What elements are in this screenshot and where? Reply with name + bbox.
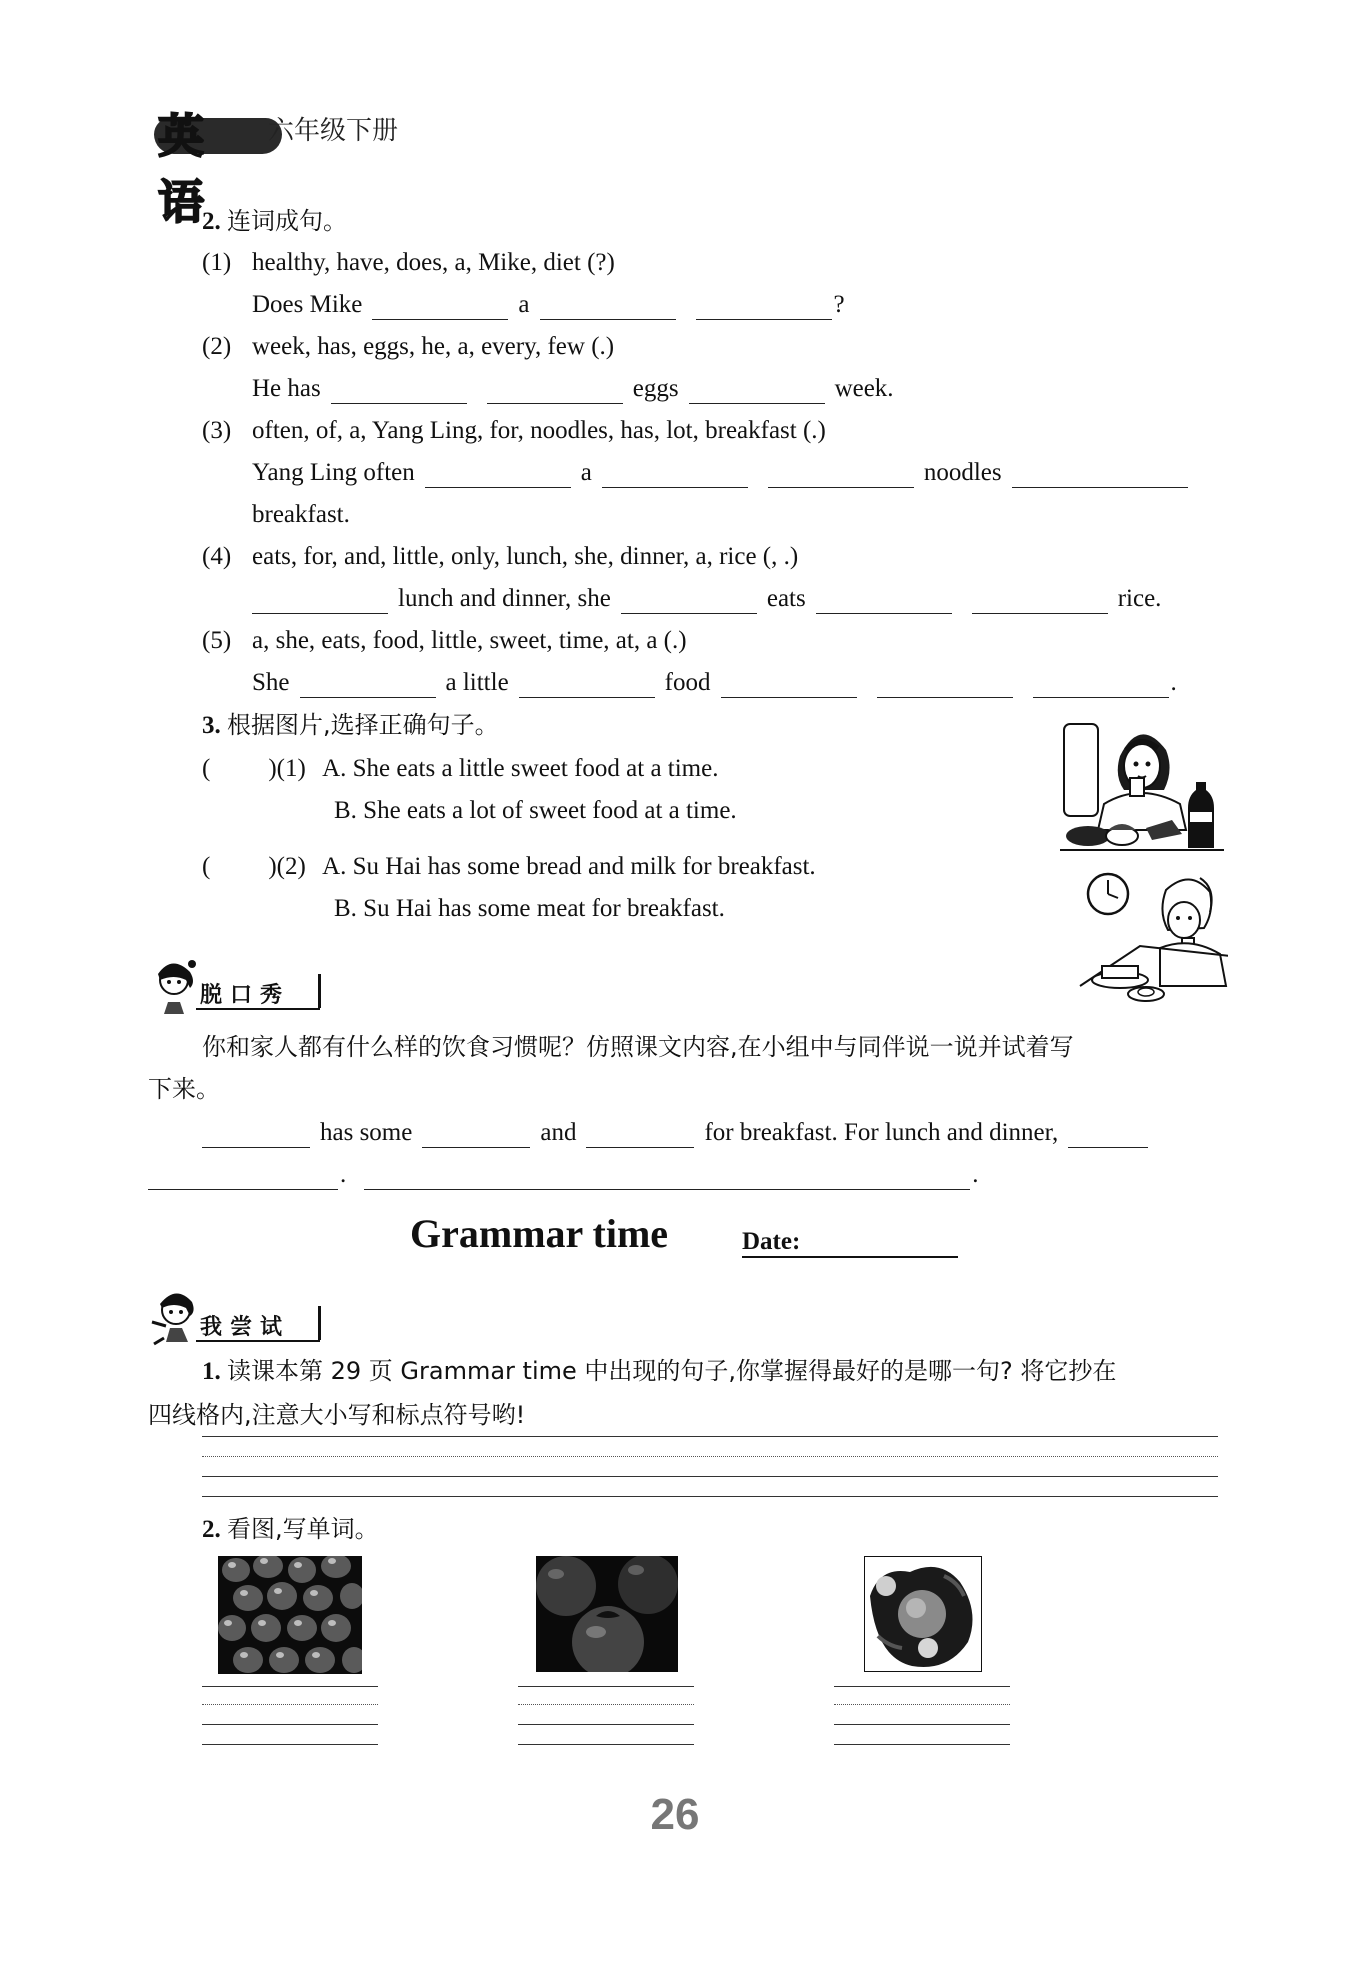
answer-text: rice.: [1117, 585, 1162, 612]
q3-item-1-option-b: B. She eats a lot of sweet food at a time.: [334, 797, 737, 824]
scrambled-words: often, of, a, Yang Ling, for, noodles, has, lot, breakfast (.): [252, 417, 826, 444]
q2-title: 连词成句。: [227, 207, 347, 235]
badge-divider: [318, 1306, 321, 1340]
q3-item-2: [202, 852, 816, 882]
talk-prompt-line2: 下来。: [148, 1075, 220, 1103]
talk-show-label: 脱口秀: [200, 983, 291, 1008]
try-badge: [148, 1288, 328, 1348]
badge-underline: [196, 1008, 320, 1010]
q2-item-3-words: [202, 416, 826, 446]
scrambled-words: healthy, have, does, a, Mike, diet (?): [252, 249, 615, 276]
badge-underline: [196, 1340, 320, 1342]
try-q2-title: 看图,写单词。: [227, 1515, 379, 1543]
answer-paren-open: (: [202, 755, 211, 782]
q2-item-3-answer-cont: breakfast.: [252, 501, 350, 528]
answer-blank[interactable]: [689, 377, 825, 404]
answer-grid-vegetables[interactable]: [834, 1686, 1010, 1748]
answer-blank[interactable]: [364, 1163, 970, 1190]
try-q2-heading: [202, 1514, 379, 1545]
option-a: A. Su Hai has some bread and milk for breakfast.: [322, 853, 816, 880]
grammar-time-title: Grammar time: [410, 1211, 669, 1256]
answer-blank[interactable]: [252, 587, 388, 614]
answer-blank[interactable]: [972, 587, 1108, 614]
answer-blank[interactable]: [602, 461, 748, 488]
answer-text: eats: [766, 585, 806, 612]
answer-text: noodles: [923, 459, 1002, 486]
item-number: (2): [276, 853, 306, 880]
scrambled-words: a, she, eats, food, little, sweet, time, at, a (.): [252, 627, 687, 654]
q2-heading: [202, 206, 347, 237]
q3-item-1: [202, 754, 718, 784]
try-q1-line1: [202, 1356, 1116, 1387]
answer-text: Yang Ling often: [252, 459, 415, 486]
mascot-girl-icon: [148, 1288, 204, 1348]
answer-blank[interactable]: [721, 671, 857, 698]
q3-title: 根据图片,选择正确句子。: [227, 711, 499, 739]
answer-text: eggs: [632, 375, 679, 402]
answer-text: a: [580, 459, 592, 486]
answer-blank[interactable]: [372, 293, 508, 320]
answer-text: a little: [445, 669, 509, 696]
q3-heading: [202, 710, 499, 741]
mascot-girl-icon: [148, 956, 204, 1016]
answer-blank[interactable]: [540, 293, 676, 320]
q2-item-1-answer: [252, 290, 845, 320]
try-q1-line2: 四线格内,注意大小写和标点符号哟!: [148, 1401, 526, 1429]
try-label: 我尝试: [200, 1315, 291, 1340]
answer-blank[interactable]: [621, 587, 757, 614]
answer-text: and: [540, 1119, 577, 1146]
q3-number: 3.: [202, 712, 221, 739]
answer-blank[interactable]: [816, 587, 952, 614]
answer-text: for breakfast. For lunch and dinner,: [704, 1119, 1059, 1146]
answer-text: a: [518, 291, 530, 318]
scrambled-words: eats, for, and, little, only, lunch, she, dinner, a, rice (, .): [252, 543, 799, 570]
option-a: A. She eats a little sweet food at a time.: [322, 755, 719, 782]
answer-blank[interactable]: [586, 1121, 694, 1148]
answer-blank[interactable]: [487, 377, 623, 404]
try-q2-number: 2.: [202, 1516, 221, 1543]
answer-text: lunch and dinner, she: [398, 585, 611, 612]
talk-show-badge: [148, 956, 328, 1016]
item-number: (4): [202, 543, 232, 570]
q2-item-4-words: [202, 542, 798, 572]
answer-text: .: [340, 1161, 347, 1188]
grade-label: 六年级下册: [268, 116, 399, 146]
four-line-writing-grid[interactable]: [202, 1436, 1218, 1502]
try-q1-number: 1.: [202, 1358, 221, 1385]
answer-blank[interactable]: [696, 293, 832, 320]
item-number: (2): [202, 333, 232, 360]
talk-sentence-line2: [148, 1160, 979, 1190]
answer-blank[interactable]: [519, 671, 655, 698]
answer-text: He has: [252, 375, 321, 402]
answer-blank[interactable]: [1033, 671, 1169, 698]
vegetables-photo: [864, 1556, 982, 1672]
answer-blank[interactable]: [425, 461, 571, 488]
answer-text: food: [664, 669, 711, 696]
q2-item-3-answer: [252, 458, 1188, 488]
q2-item-2-answer: [252, 374, 894, 404]
answer-blank[interactable]: [331, 377, 467, 404]
tomatoes-photo: [536, 1556, 678, 1672]
item-number: (5): [202, 627, 232, 654]
page-number: 26: [650, 1790, 700, 1839]
talk-prompt-line1: 你和家人都有什么样的饮食习惯呢？仿照课文内容,在小组中与同伴说一说并试着写: [202, 1033, 1074, 1061]
q2-item-5-words: [202, 626, 687, 656]
date-label: Date:: [742, 1228, 801, 1255]
try-q1-text: 读课本第 29 页 Grammar time 中出现的句子,你掌握得最好的是哪一句? 将它抄在: [227, 1357, 1117, 1385]
answer-paren-open: (: [202, 853, 211, 880]
answer-blank[interactable]: [1012, 461, 1188, 488]
woman-eating-sweets-illustration: [1060, 716, 1224, 854]
date-field[interactable]: [742, 1256, 958, 1258]
talk-sentence-line1: [202, 1118, 1148, 1148]
subject-title: 英语: [158, 109, 206, 229]
answer-blank[interactable]: [300, 671, 436, 698]
q3-item-2-option-b: B. Su Hai has some meat for breakfast.: [334, 895, 725, 922]
grapes-photo: [218, 1556, 362, 1674]
answer-text: .: [1170, 669, 1177, 696]
item-number: (1): [202, 249, 232, 276]
item-number: (1): [276, 755, 306, 782]
answer-text: .: [972, 1161, 979, 1188]
scrambled-words: week, has, eggs, he, a, every, few (.): [252, 333, 615, 360]
answer-text: She: [252, 669, 290, 696]
answer-blank[interactable]: [422, 1121, 530, 1148]
q2-item-2-words: [202, 332, 614, 362]
girl-bread-milk-illustration: [1070, 868, 1228, 1008]
answer-blank[interactable]: [148, 1163, 338, 1190]
answer-paren-close: ): [268, 853, 277, 880]
badge-divider: [318, 974, 321, 1008]
answer-blank[interactable]: [202, 1121, 310, 1148]
answer-text: ?: [833, 291, 845, 318]
q2-number: 2.: [202, 208, 221, 235]
answer-blank[interactable]: [768, 461, 914, 488]
answer-paren-close: ): [268, 755, 277, 782]
answer-text: Does Mike: [252, 291, 363, 318]
answer-text: week.: [834, 375, 894, 402]
q2-item-5-answer: [252, 668, 1177, 698]
q2-item-1-words: [202, 248, 615, 278]
answer-grid-tomatoes[interactable]: [518, 1686, 694, 1748]
answer-blank[interactable]: [1068, 1121, 1148, 1148]
answer-text: has some: [320, 1119, 413, 1146]
item-number: (3): [202, 417, 232, 444]
answer-blank[interactable]: [877, 671, 1013, 698]
q2-item-4-answer: [252, 584, 1161, 614]
answer-grid-grapes[interactable]: [202, 1686, 378, 1748]
